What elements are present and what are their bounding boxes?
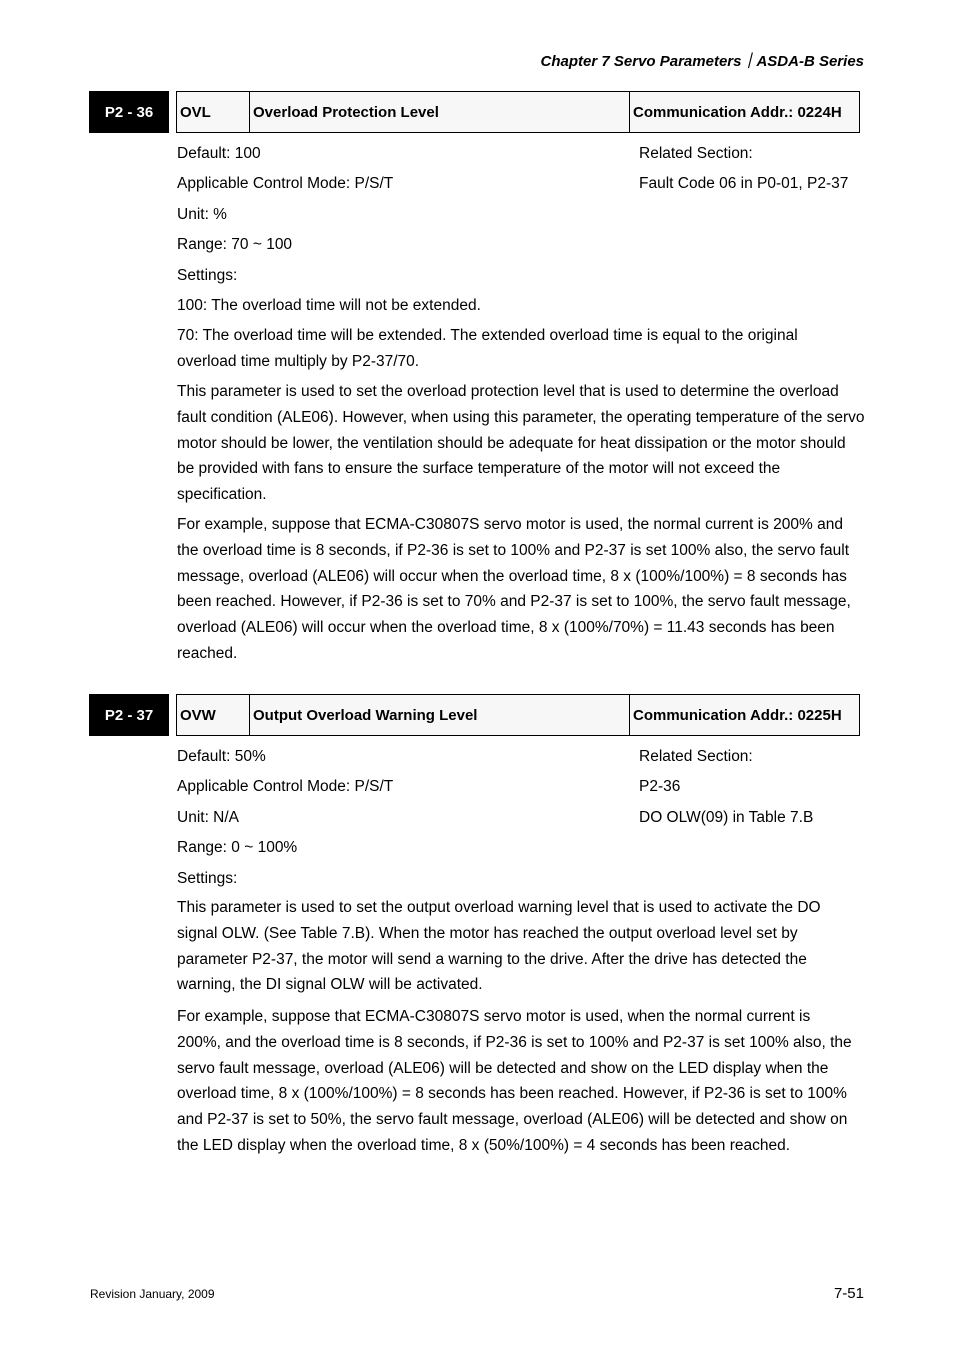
setting-70: 70: The overload time will be extended. The extended overload time is equal to the original overload time multiply by P2-37/70. — [177, 327, 798, 370]
default-value: Default: 100 — [177, 145, 261, 162]
param-comm-addr: Communication Addr.: 0225H — [633, 706, 842, 724]
example-paragraph: For example, suppose that ECMA-C30807S servo motor is used, the normal current is 200% and the overload time is 8 seconds, if P2-36 is set to 100% and P2-37 is set 100% also, the servo fault message, overload (ALE06) will occur when the overload time, 8 x (100%/100%) = 8 seconds has been reached. However, if P2-36 is set to 70% and P2-37 is set to 100%, the servo fault message, overload (ALE06) will occur when the overload time, 8 x (100%/70%) = 11.43 seconds has been reached. — [177, 516, 851, 662]
unit: Unit: % — [177, 206, 227, 223]
control-mode: Applicable Control Mode: P/S/T — [177, 175, 394, 192]
param-abbr: OVW — [177, 695, 250, 735]
param-header-p2-37 — [176, 694, 860, 736]
settings-label: Settings: — [177, 870, 238, 887]
footer-revision: Revision January, 2009 — [90, 1287, 215, 1301]
settings-label: Settings: — [177, 267, 238, 284]
param-comm-addr: Communication Addr.: 0224H — [633, 103, 842, 121]
chapter-header: Chapter 7 Servo Parameters｜ASDA-B Series — [540, 53, 864, 70]
related-section-item: P2-36 — [639, 778, 681, 795]
range: Range: 0 ~ 100% — [177, 839, 298, 856]
param-code-p2-36: P2 - 36 — [89, 91, 169, 133]
related-section-item: DO OLW(09) in Table 7.B — [639, 809, 814, 826]
default-value: Default: 50% — [177, 748, 266, 765]
setting-100: 100: The overload time will not be extended. — [177, 297, 481, 314]
related-section-item: Fault Code 06 in P0-01, P2-37 — [639, 175, 849, 192]
page-number: 7-51 — [833, 1285, 864, 1302]
param-header-p2-36 — [176, 91, 860, 133]
description-paragraph: This parameter is used to set the output overload warning level that is used to activate the DO signal OLW. (See Table 7.B). When the motor has reached the output overload level set by parameter P2-37, the motor will send a warning to the drive. After the drive has detected the warning, the DI signal OLW will be activated. — [177, 899, 821, 994]
related-section-title: Related Section: — [639, 748, 753, 765]
example-paragraph: For example, suppose that ECMA-C30807S servo motor is used, when the normal current is 200%, and the overload time is 8 seconds, if P2-36 is set to 100% and P2-37 is set 100% also, the servo fault message, overload (ALE06) will be detected and show on the LED display when the overload time, 8 x (100%/100%) = 8 seconds has been reached. However, if P2-36 is set to 100% and P2-37 is set to 50%, the servo fault message, overload (ALE06) will be detected and show on the LED display when the overload time, 8 x (50%/100%) = 4 seconds has been reached. — [177, 1008, 852, 1154]
description-paragraph: This parameter is used to set the overload protection level that is used to determine the overload fault condition (ALE06). However, when using this parameter, the operating temperature of the servo motor should be lower, the ventilation should be adequate for heat dissipation or the motor should be provided with fans to ensure the surface temperature of the motor will not exceed the specification. — [177, 383, 865, 504]
param-abbr: OVL — [177, 92, 250, 132]
param-code-p2-37: P2 - 37 — [89, 694, 169, 736]
unit: Unit: N/A — [177, 809, 240, 826]
related-section-title: Related Section: — [639, 145, 753, 162]
param-name: Overload Protection Level — [250, 92, 630, 132]
param-name: Output Overload Warning Level — [250, 695, 630, 735]
range: Range: 70 ~ 100 — [177, 236, 293, 253]
control-mode: Applicable Control Mode: P/S/T — [177, 778, 394, 795]
